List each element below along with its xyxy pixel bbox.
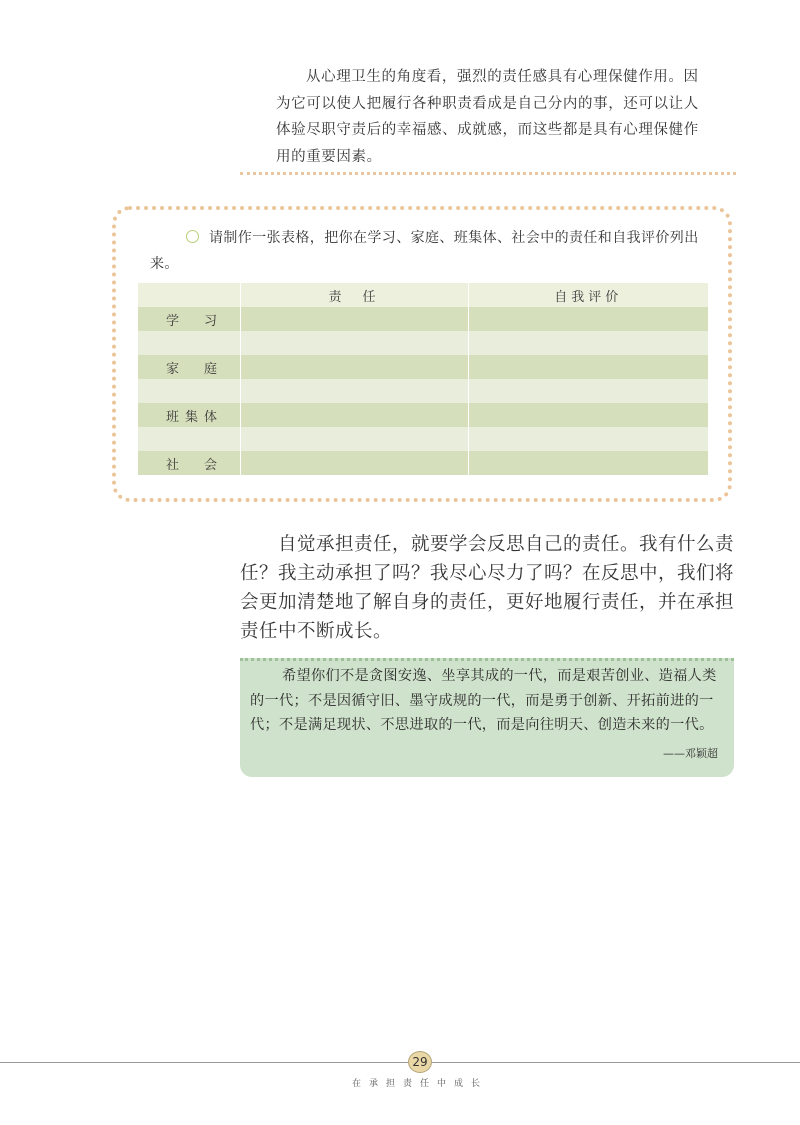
table-cell[interactable] [240, 403, 468, 427]
table-cell[interactable] [240, 451, 468, 475]
table-row [138, 355, 708, 379]
table-header-row [138, 283, 708, 307]
quote-author: ——邓颖超 [663, 747, 718, 760]
footer-chapter-title: 在承担责任中成长 [351, 1079, 488, 1089]
dotted-divider [240, 172, 736, 175]
circle-bullet-icon [186, 230, 199, 243]
table-header-responsibility: 责 任 [240, 283, 468, 307]
row-label: 社 会 [138, 451, 240, 475]
table-cell[interactable] [468, 379, 708, 403]
page-number-badge: 29 [408, 1051, 432, 1073]
row-label [138, 331, 240, 355]
table-cell[interactable] [240, 379, 468, 403]
table-cell[interactable] [468, 403, 708, 427]
table-cell[interactable] [468, 451, 708, 475]
footer-divider [0, 1062, 800, 1063]
table-cell[interactable] [468, 355, 708, 379]
table-cell[interactable] [240, 307, 468, 331]
row-label: 学 习 [138, 307, 240, 331]
activity-instruction: 请制作一张表格，把你在学习、家庭、班集体、社会中的责任和自我评价列出来。 [150, 230, 699, 272]
responsibility-table [138, 283, 708, 475]
main-paragraph: 自觉承担责任，就要学会反思自己的责任。我有什么责任？我主动承担了吗？我尽心尽力了吗？在反思中，我们将会更加清楚地了解自身的责任，更好地履行责任，并在承担责任中不断成长。 [240, 534, 735, 642]
row-label: 班集体 [138, 403, 240, 427]
table-cell[interactable] [468, 331, 708, 355]
row-label [138, 379, 240, 403]
table-row [138, 379, 708, 403]
row-label: 家 庭 [138, 355, 240, 379]
table-cell[interactable] [240, 355, 468, 379]
quote-text: 希望你们不是贪图安逸、坐享其成的一代，而是艰苦创业、造福人类的一代；不是因循守旧、墨守成规的一代，而是勇于创新、开拓前进的一代；不是满足现状、不思进取的一代，而是向往明天、创造未来的一代。 [250, 668, 717, 733]
table-row [138, 307, 708, 331]
table-cell[interactable] [468, 307, 708, 331]
table-cell[interactable] [240, 331, 468, 355]
row-label [138, 427, 240, 451]
top-quote-paragraph: 从心理卫生的角度看，强烈的责任感具有心理保健作用。因为它可以使人把履行各种职责看成是自己分内的事，还可以让人体验尽职守责后的幸福感、成就感，而这些都是具有心理保健作用的重要因素。 [276, 69, 699, 165]
table-row [138, 403, 708, 427]
table-cell[interactable] [468, 427, 708, 451]
table-cell[interactable] [240, 427, 468, 451]
table-row [138, 451, 708, 475]
table-row [138, 331, 708, 355]
table-row [138, 427, 708, 451]
table-header-blank [138, 283, 240, 307]
table-header-self-evaluation: 自我评价 [468, 283, 708, 307]
